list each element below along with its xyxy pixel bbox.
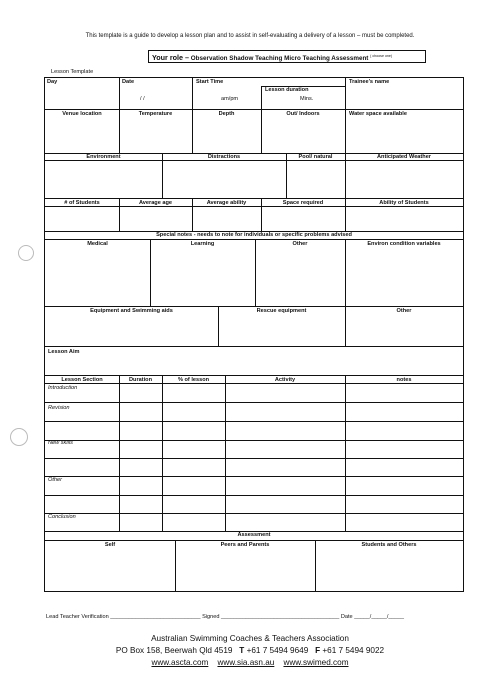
conclusion-label: Conclusion — [48, 514, 76, 520]
footer-date-label: Date — [340, 614, 353, 620]
role-options: Observation Shadow Teaching Micro Teaching Assessment — [190, 55, 369, 62]
start-time-label: Start Time — [196, 79, 224, 85]
role-note: ( choose one) — [370, 54, 393, 58]
lesson-aim-label: Lesson Aim — [48, 349, 80, 355]
org-name: Australian Swimming Coaches & Teachers Association — [151, 634, 349, 643]
trainee-name-label: Trainee’s name — [349, 79, 390, 85]
day-label: Day — [47, 79, 58, 85]
date-label: Date — [122, 79, 135, 85]
org-address: PO Box 158, Beerwah Qld 4519 — [115, 646, 233, 655]
notes-header: notes — [396, 377, 412, 383]
peers-parents-label: Peers and Parents — [220, 542, 270, 548]
rescue-equipment-label: Rescue equipment — [256, 308, 307, 314]
space-required-label: Space required — [282, 200, 324, 206]
revision-label: Revision — [48, 405, 70, 411]
template-title: Lesson Template — [51, 69, 94, 75]
mins-text: Mins. — [300, 96, 314, 102]
role-box — [148, 50, 426, 63]
special-notes-header: Special notes - needs to note for individuals or specific problems advised — [156, 232, 352, 238]
lesson-section-header: Lesson Section — [61, 377, 103, 383]
phone-label: T — [239, 646, 245, 655]
learning-label: Learning — [190, 241, 215, 247]
medical-label: Medical — [87, 241, 108, 247]
punch-hole — [18, 245, 34, 261]
average-age-label: Average age — [138, 200, 173, 206]
fax-label: F — [315, 646, 321, 655]
weather-label: Anticipated Weather — [377, 154, 431, 160]
activity-header: Activity — [274, 377, 296, 383]
signed-underline: ______________________________________ — [221, 614, 340, 620]
water-space-label: Water space available — [349, 111, 407, 117]
duration-header: Duration — [129, 377, 152, 383]
website-link[interactable]: www.ascta.com — [151, 658, 209, 667]
org-websites — [0, 658, 500, 667]
date-underline: _____/_____/_____ — [354, 614, 404, 620]
punch-hole — [10, 428, 28, 446]
date-slashes: / / — [140, 96, 145, 102]
special-other-label: Other — [292, 241, 308, 247]
org-phone: +61 7 5494 9649 — [246, 646, 309, 655]
introduction-label: Introduction — [48, 385, 78, 391]
distractions-label: Distractions — [207, 154, 241, 160]
org-fax: +61 7 5494 9022 — [322, 646, 385, 655]
venue-label: Venue location — [62, 111, 102, 117]
num-students-label: # of Students — [64, 200, 100, 206]
org-address-line — [0, 646, 500, 655]
website-link[interactable]: www.swimed.com — [283, 658, 349, 667]
intro-text: This template is a guide to develop a lesson plan and to assist in self-evaluating a delivery of a lesson – must be completed. — [85, 33, 415, 39]
assessment-header: Assessment — [237, 532, 271, 538]
equip-other-label: Other — [396, 308, 412, 314]
new-skills-label: New skills — [48, 440, 73, 446]
other-section-label: Other — [48, 477, 62, 483]
percent-lesson-header: % of lesson — [177, 377, 210, 383]
lesson-template-table — [44, 77, 464, 592]
ability-students-label: Ability of Students — [379, 200, 429, 206]
temperature-label: Temperature — [138, 111, 173, 117]
verification-label: Lead Teacher Verification — [46, 614, 109, 620]
out-indoors-label: Out/ Indoors — [286, 111, 320, 117]
lesson-duration-label: Lesson duration — [265, 87, 309, 93]
verification-underline: _____________________________ — [110, 614, 201, 620]
verification-line — [46, 614, 404, 620]
students-others-label: Students and Others — [361, 542, 417, 548]
role-prefix: Your role – — [152, 53, 190, 62]
equipment-label: Equipment and Swimming aids — [90, 308, 173, 314]
ampm-text: am/pm — [221, 96, 239, 102]
signed-label: Signed — [202, 614, 220, 620]
environ-label: Environ condition variables — [367, 241, 441, 247]
pool-natural-label: Pool/ natural — [298, 154, 333, 160]
average-ability-label: Average ability — [206, 200, 247, 206]
depth-label: Depth — [218, 111, 235, 117]
environment-label: Environment — [86, 154, 121, 160]
website-link[interactable]: www.sia.asn.au — [217, 658, 275, 667]
self-label: Self — [104, 542, 116, 548]
